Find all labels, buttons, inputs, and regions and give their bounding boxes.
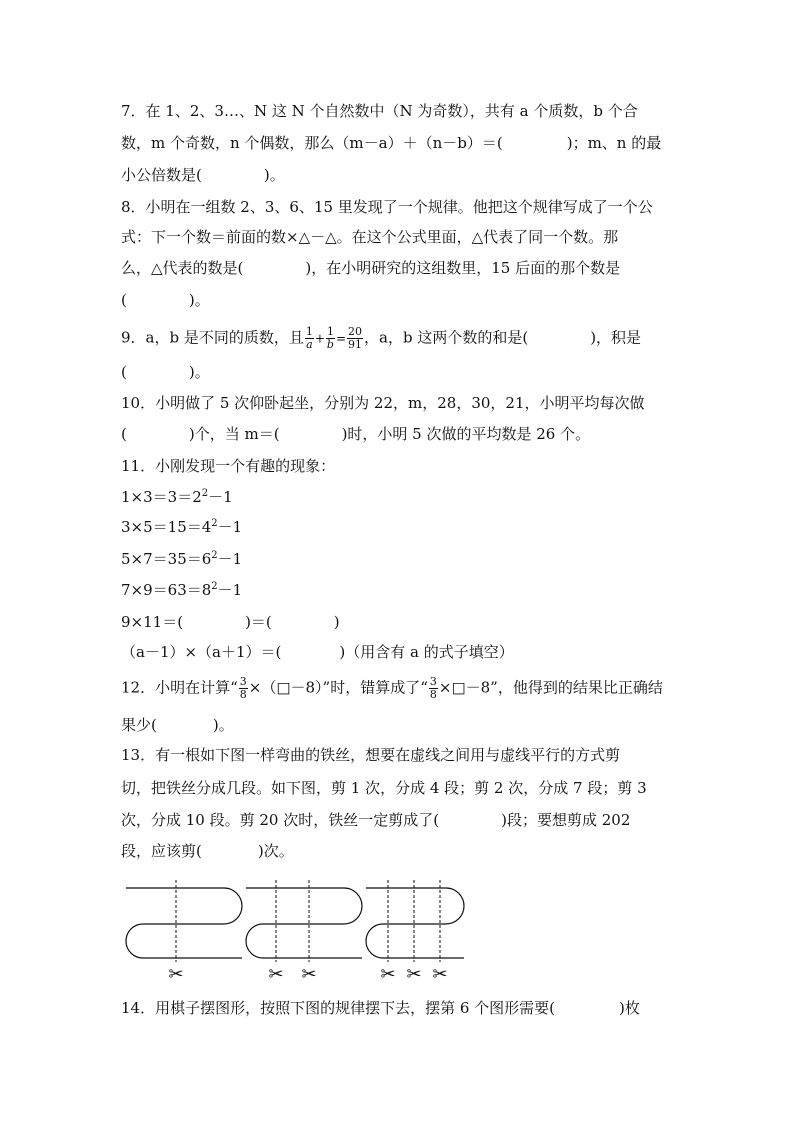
scissors-icon: ✂ (168, 964, 184, 985)
q7-line2: 数，m 个奇数，n 个偶数，那么（m－a）＋（n－b）＝( )；m、n 的最 (121, 134, 662, 152)
q11-equation-6: （a－1）×（a＋1）＝( )（用含有 a 的式子填空） (121, 643, 514, 661)
q8-line4: ( )。 (121, 291, 210, 309)
scissors-icon: ✂ (406, 964, 422, 985)
q11-equation-3: $5\times 7=35=6^2-1$ (121, 550, 243, 568)
q11-equation-4: $7\times 9=63=8^2-1$ (121, 581, 243, 599)
q8-line3: 么，△代表的数是( )，在小明研究的这组数里，15 后面的那个数是 (121, 259, 621, 277)
q13-line1: 13．有一根如下图一样弯曲的铁丝，想要在虚线之间用与虚线平行的方式剪 (121, 746, 621, 764)
fraction-3-over-8: $\frac{3}{8}$ (239, 675, 247, 701)
q14-line1: 14．用棋子摆图形，按照下图的规律摆下去，摆第 6 个图形需要( )枚 (121, 999, 640, 1017)
q8-line2: 式：下一个数＝前面的数×△－△。在这个公式里面，△代表了同一个数。那 (121, 228, 619, 246)
q12-line2: 果少( )。 (121, 716, 234, 734)
q9-line1: 9．a，b 是不同的质数，且 $\frac{1}{a}$ + $\frac{1}{b}$ = $\frac{20}{91}$ ，a，b 这两个数的和是( )，积是 (121, 325, 642, 351)
q7-line3: 小公倍数是( )。 (121, 166, 285, 184)
wire-1 (126, 880, 242, 962)
scissors-icon: ✂ (268, 964, 284, 985)
fraction-1-over-a: $\frac{1}{a}$ (305, 325, 313, 351)
q11-equation-5: 9×11＝( )＝( ) (121, 613, 340, 631)
q12-line1: 12．小明在计算“ $\frac{3}{8}$ ×（□－8）”时，错算成了“ $\frac{3}{8}$ ×□－8”，他得到的结果比正确结 (121, 675, 663, 701)
scissors-icon: ✂ (380, 964, 396, 985)
q8-line1: 8．小明在一组数 2、3、6、15 里发现了一个规律。他把这个规律写成了一个公 (121, 198, 653, 216)
q10-line2: ( )个，当 m＝( )时，小明 5 次做的平均数是 26 个。 (121, 425, 591, 443)
q9-line2: ( )。 (121, 363, 210, 381)
wire-3 (366, 880, 464, 962)
wire-2 (246, 880, 362, 962)
q11-equation-2: $3\times 5=15=4^2-1$ (121, 518, 243, 536)
fraction-1-over-b: $\frac{1}{b}$ (326, 325, 334, 351)
q11-title: 11．小刚发现一个有趣的现象： (121, 457, 336, 475)
q13-line4: 段，应该剪( )次。 (121, 842, 294, 860)
fraction-20-over-91: $\frac{20}{91}$ (348, 325, 363, 351)
q11-equation-1: $1\times 3=3=2^2-1$ (121, 488, 233, 506)
q13-line2: 切，把铁丝分成几段。如下图，剪 1 次，分成 4 段；剪 2 次，分成 7 段；剪 3 (121, 779, 647, 797)
q10-line1: 10．小明做了 5 次仰卧起坐，分别为 22，m，28，30，21，小明平均每次做 (121, 394, 645, 412)
q7-line1: 7．在 1、2、3…、N 这 N 个自然数中（N 为奇数），共有 a 个质数，b 个合 (121, 102, 638, 120)
fraction-3-over-8: $\frac{3}{8}$ (429, 675, 437, 701)
scissors-icon: ✂ (301, 964, 317, 985)
q13-line3: 次，分成 10 段。剪 20 次时，铁丝一定剪成了( )段；要想剪成 202 (121, 811, 631, 829)
scissors-icon: ✂ (432, 964, 448, 985)
